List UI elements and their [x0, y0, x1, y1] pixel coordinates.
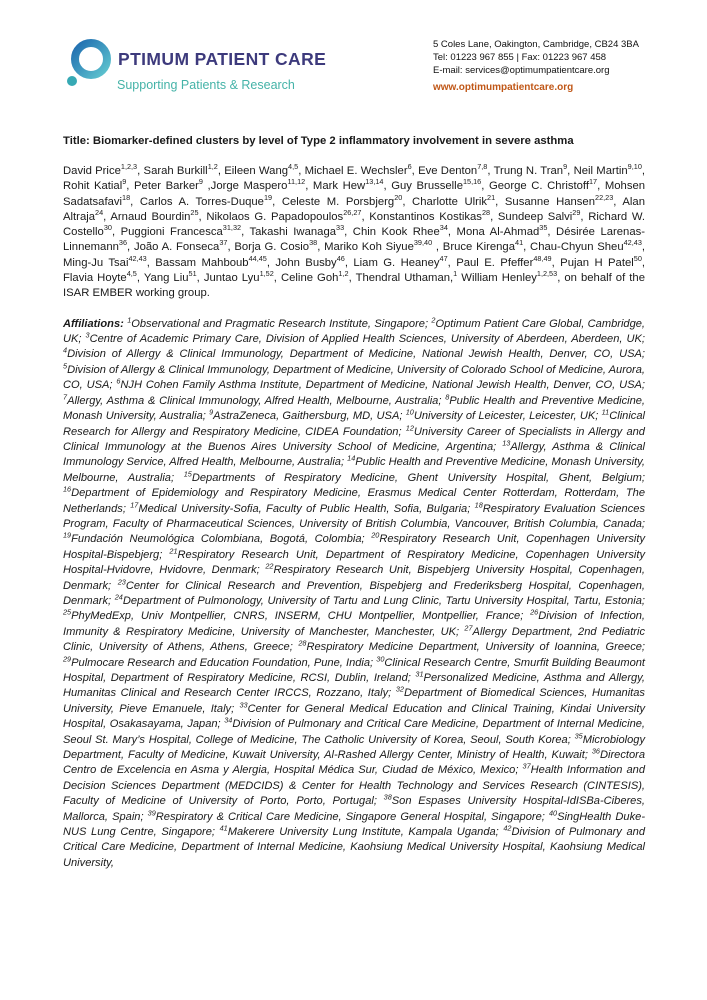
contact-block [433, 36, 645, 94]
logo-tagline: Supporting Patients & Research [117, 78, 295, 92]
affiliations-paragraph [63, 314, 646, 872]
contact-email: E-mail: services@optimumpatientcare.org [433, 65, 610, 76]
logo-wordmark: PTIMUM PATIENT CARE [118, 49, 327, 69]
affiliations-label: Affiliations: [63, 317, 124, 330]
authors-paragraph [63, 164, 645, 302]
contact-tel-fax: Tel: 01223 967 855 | Fax: 01223 967 458 [433, 52, 607, 63]
authors-text: David Price$^{1,2,3}$, Sarah Burkill$^{1,2}$, Eileen Wang$^{4,5}$, Michael E. Wechsler$^6$, Eve Denton$^{7,8}$, Trung N. Tran$^9$, Neil Martin$^{9,10}$, Rohit Katial$^9$, Peter Barker$^9$ ,Jorge Maspero$^{11,12}$, Mark Hew$^{13,14}$, Guy Brusselle$^{15,16}$, George C. Christoff$^{17}$, Mohsen Sadatsafavi$^{18}$, Carlos A. Torres-Duque$^{19}$, Celeste M. Porsbjerg$^{20}$, Charlotte Ulrik$^{21}$, Susanne Hansen$^{22,23}$, Alan Altraja$^{24}$, Arnaud Bourdin$^{25}$, Nikolaos G. Papadopoulos$^{26,27}$, Konstantinos Kostikas$^{28}$, Sundeep Salvi$^{29}$, Richard W. Costello$^{30}$, Puggioni Francesca$^{31,32}$, Takashi Iwanaga$^{33}$, Chin Kook Rhee$^{34}$, Mona Al-Ahmad$^{35}$, Désirée Larenas-Linnemann$^{36}$, João A. Fonseca$^{37}$, Borja G. Cosio$^{38}$, Mariko Koh Siyue$^{39,40}$ , Bruce Kirenga$^{41}$, Chau-Chyun Sheu$^{42,43}$, Ming-Ju Tsai$^{42,43}$, Bassam Mahboub$^{44,45}$, John Busby$^{46}$, Liam G. Heaney$^{47}$, Paul E. Pfeffer$^{48,49}$, Pujan H Patel$^{50}$, Flavia Hoyte$^{4,5}$, Yang Liu$^{51}$, Juntao Lyu$^{1,52}$, Celine Goh$^{1,2}$, Thendral Uthaman,$^1$ William Henley$^{1,2,53}$, on behalf of the ISAR EMBER working group. [63, 162, 646, 300]
paper-title: Title: Biomarker-defined clusters by level of Type 2 inflammatory involvement in severe asthma [63, 135, 574, 147]
contact-address: 5 Coles Lane, Oakington, Cambridge, CB24 3BA [433, 39, 639, 50]
logo-dot-icon [67, 76, 77, 86]
opc-logo [63, 36, 326, 92]
contact-website-link[interactable]: www.optimumpatientcare.org [433, 82, 574, 93]
logo-o-icon [63, 36, 115, 88]
letterhead [63, 36, 645, 94]
affiliations-text: $^1$Observational and Pragmatic Research Institute, Singapore; $^2$Optimum Patient Care Global, Cambridge, UK; $^3$Centre of Academic Primary Care, Division of Applied Health Sciences, University of Aberdeen, Aberdeen, UK; $^4$Division of Allergy & Clinical Immunology, Department of Medicine, National Jewish Health, Denver, CO, USA; $^5$Division of Allergy & Clinical Immunology, Department of Medicine, University of Colorado School of Medicine, Aurora, CO, USA; $^6$NJH Cohen Family Asthma Institute, Department of Medicine, National Jewish Health, Denver, CO, USA; $^7$Allergy, Asthma & Clinical Immunology, Alfred Health, Melbourne, Australia; $^8$Public Health and Preventive Medicine, Monash University, Australia; $^9$AstraZeneca, Gaithersburg, MD, USA; $^{10}$University of Leicester, Leicester, UK; $^{11}$Clinical Research for Allergy and Respiratory Medicine, CIDEA Foundation; $^{12}$University Career of Specialists in Allergy and Clinical Immunology at the Buenos Aires University School of Medicine, Argentina; $^{13}$Allergy, Asthma & Clinical Immunology Service, Alfred Health, Melbourne, Australia; $^{14}$Public Health and Preventive Medicine, Monash University, Melbourne, Australia; $^{15}$Departments of Respiratory Medicine, Ghent University Hospital, Ghent, Belgium; $^{16}$Department of Epidemiology and Respiratory Medicine, Erasmus Medical Center Rotterdam, Rotterdam, The Netherlands; $^{17}$Medical University-Sofia, Faculty of Public Health, Sofia, Bulgaria; $^{18}$Respiratory Evaluation Sciences Program, Faculty of Pharmaceutical Sciences, University of British Columbia, Vancouver, British Columbia, Canada; $^{19}$Fundación Neumológica Colombiana, Bogotá, Colombia; $^{20}$Respiratory Research Unit, Copenhagen University Hospital-Bispebjerg; $^{21}$Respiratory Research Unit, Department of Respiratory Medicine, Copenhagen University Hospital-Hvidovre, Hvidovre, Denmark; $^{22}$Respiratory Research Unit, Bispebjerg University Hospital, Copenhagen, Denmark; $^{23}$Center for Clinical Research and Prevention, Bispebjerg and Frederiksberg Hospital, Copenhagen, Denmark; $^{24}$Department of Pulmonology, University of Tartu and Lung Clinic, Tartu University Hospital, Tartu, Estonia; $^{25}$PhyMedExp, Univ Montpellier, CNRS, INSERM, CHU Montpellier, Montpellier, France; $^{26}$Division of Infection, Immunity & Respiratory Medicine, University of Manchester, Manchester, UK; $^{27}$Allergy Department, 2nd Pediatric Clinic, University of Athens, Athens, Greece; $^{28}$Respiratory Medicine Department, University of Ioannina, Greece; $^{29}$Pulmocare Research and Education Foundation, Pune, India; $^{30}$Clinical Research Centre, Smurfit Building Beaumont Hospital, Department of Respiratory Medicine, RCSI, Dublin, Ireland; $^{31}$Personalized Medicine, Asthma and Allergy, Humanitas Clinical and Research Center IRCCS, Rozzano, Italy; $^{32}$Department of Biomedical Sciences, Humanitas University, Pieve Emanuele, Italy; $^{33}$Center for General Medical Education and Clinical Training, Kindai University Hospital, Osakasayama, Japan; $^{34}$Division of Pulmonary and Critical Care Medicine, Department of Internal Medicine, Seoul St. Mary’s Hospital, College of Medicine, The Catholic University of Korea, Seoul, South Korea; $^{35}$Microbiology Department, Faculty of Medicine, Kuwait University, Al-Rashed Allergy Center, Ministry of Health, Kuwait; $^{36}$Directora Centro de Excelencia en Asma y Alergia, Hospital Médica Sur, Ciudad de México, Mexico; $^{37}$Health Information and Decision Sciences Department (MEDCIDS) & Center for Health Technology and Services Research (CINTESIS), Faculty of Medicine of University of Porto, Porto, Portugal; $^{38}$Son Espases University Hospital-IdISBa-Ciberes, Mallorca, Spain; $^{39}$Respiratory & Critical Care Medicine, Singapore General Hospital, Singapore; $^{40}$SingHealth Duke-NUS Lung Centre, Singapore; $^{41}$Makerere University Lung Institute, Kampala Uganda; $^{42}$Division of Pulmonary and Critical Care Medicine, Department of Internal Medicine, Kaohsiung Medical University Hospital, Kaohsiung Medical University, [63, 314, 646, 869]
